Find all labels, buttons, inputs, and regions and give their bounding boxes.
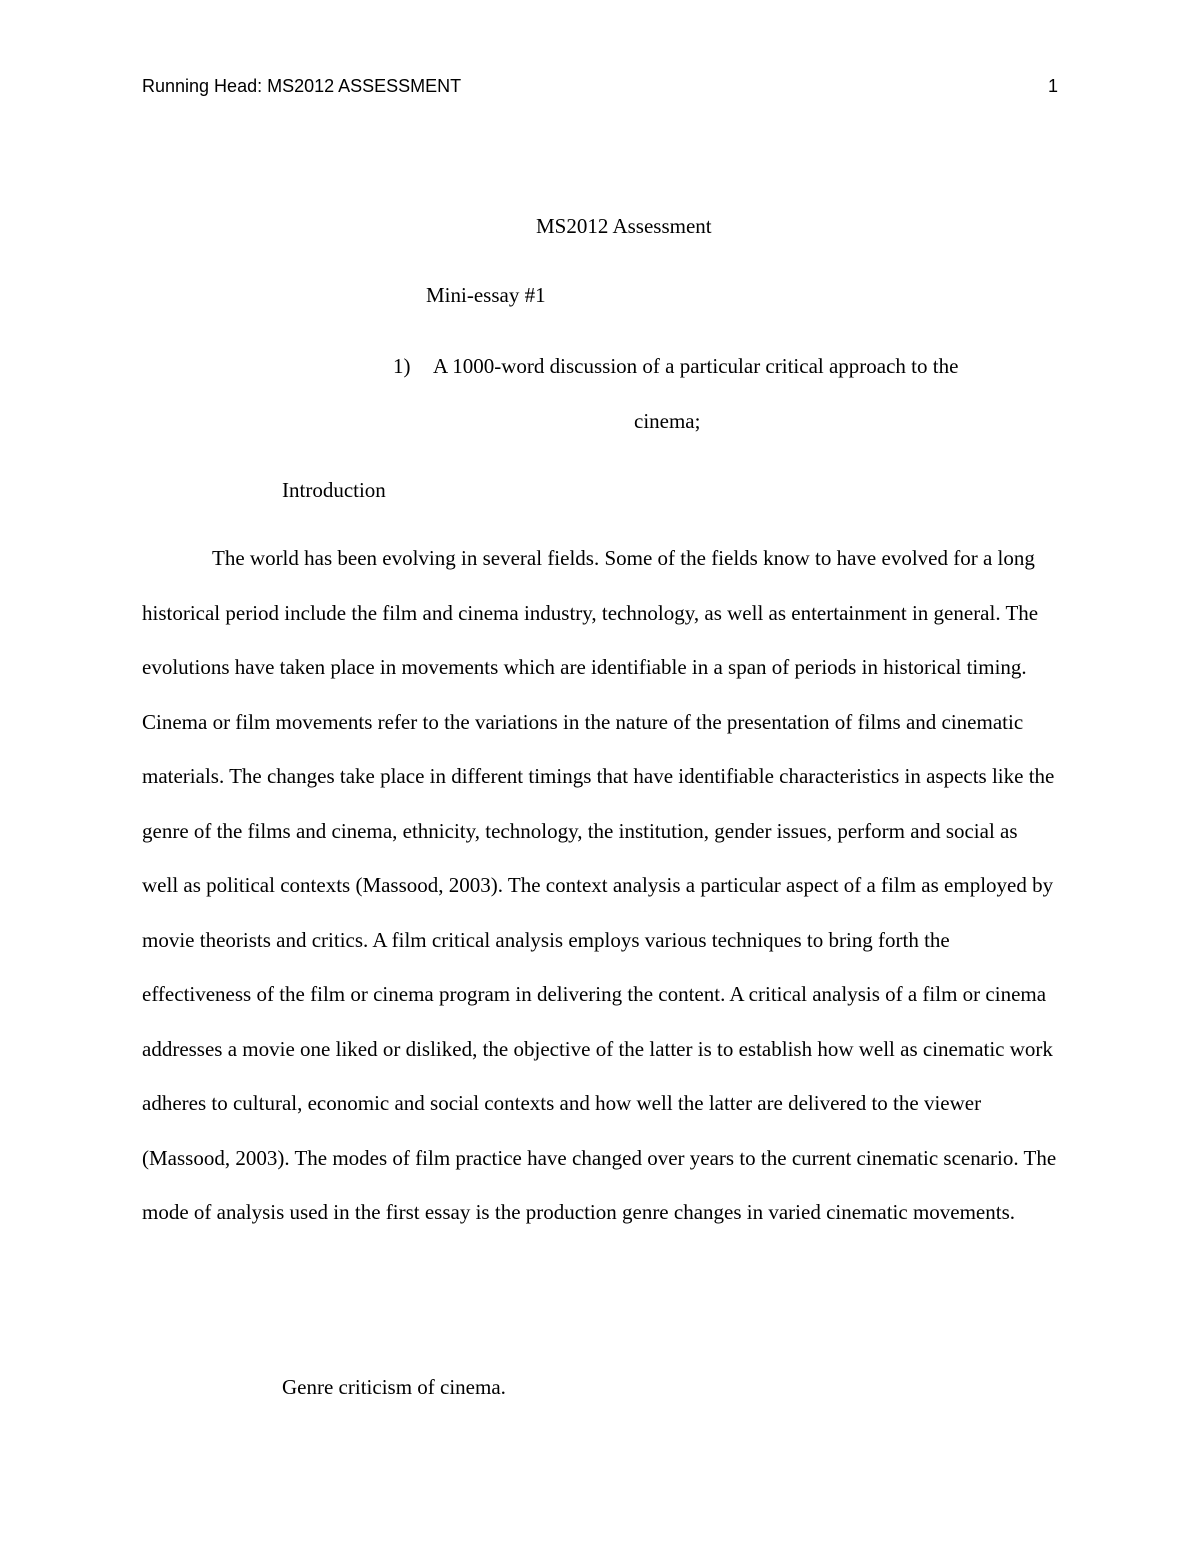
introduction-heading: Introduction — [282, 478, 386, 502]
document-subtitle: Mini-essay #1 — [426, 283, 546, 307]
page-number: 1 — [1047, 76, 1058, 96]
running-head: Running Head: MS2012 ASSESSMENT — [142, 76, 462, 96]
list-item-text-line2: cinema; — [634, 409, 701, 433]
genre-criticism-heading: Genre criticism of cinema. — [282, 1375, 506, 1399]
introduction-paragraph: The world has been evolving in several fields. Some of the fields know to have evolved for a long historical period include the film and cinema industry, technology, as well as entertainment in general. The evolutions have taken place in movements which are identifiable in a span of periods in historical timing. Cinema or film movements refer to the variations in the nature of the presentation of films and cinematic materials. The changes take place in different timings that have identifiable characteristics in aspects like the genre of the films and cinema, ethnicity, technology, the institution, gender issues, perform and social as well as political contexts (Massood, 2003). The context analysis a particular aspect of a film as employed by movie theorists and critics. A film critical analysis employs various techniques to bring forth the effectiveness of the film or cinema program in delivering the content. A critical analysis of a film or cinema addresses a movie one liked or disliked, the objective of the latter is to establish how well as cinematic work adheres to cultural, economic and social contexts and how well the latter are delivered to the viewer (Massood, 2003). The modes of film practice have changed over years to the current cinematic scenario. The mode of analysis used in the first essay is the production genre changes in varied cinematic movements. — [142, 546, 1057, 1224]
document-title: MS2012 Assessment — [536, 214, 712, 238]
list-item-number: 1) — [393, 354, 411, 378]
list-item-text — [433, 339, 1033, 449]
list-item-text-line1: A 1000-word discussion of a particular critical approach to the — [433, 354, 959, 378]
